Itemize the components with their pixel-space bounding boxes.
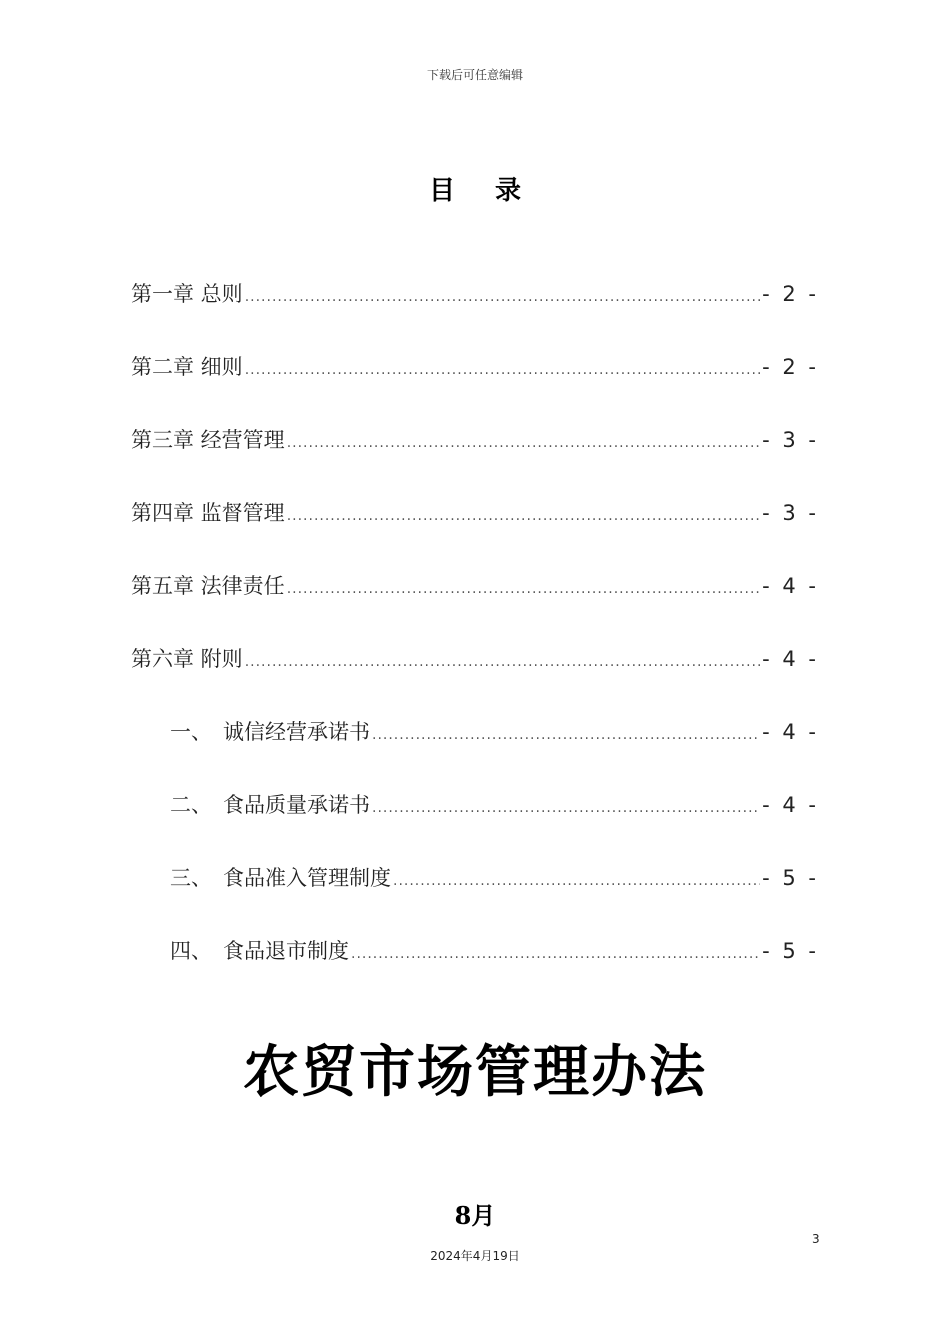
toc-entry-page: - 2 -: [762, 355, 819, 379]
toc-subentry-page: - 5 -: [762, 939, 819, 963]
toc-entry-page: - 4 -: [762, 647, 819, 671]
toc-entry-chapter-5[interactable]: [131, 570, 819, 643]
dot-leader: [287, 435, 760, 451]
dot-leader: [393, 873, 760, 889]
toc-subentry-page: - 4 -: [762, 720, 819, 744]
toc-entry-chapter-3[interactable]: [131, 424, 819, 497]
dot-leader: [351, 946, 760, 962]
document-title: 农贸市场管理办法: [243, 1039, 707, 1105]
toc-subentry-3[interactable]: [131, 862, 819, 935]
toc-subentry-2[interactable]: [131, 789, 819, 862]
dot-leader: [287, 508, 760, 524]
toc-entry-chapter-6[interactable]: [131, 643, 819, 716]
toc-subentry-page: - 4 -: [762, 793, 819, 817]
toc-entry-page: - 4 -: [762, 574, 819, 598]
toc-entry-page: - 2 -: [762, 282, 819, 306]
toc-entry-chapter-4[interactable]: [131, 497, 819, 570]
dot-leader: [372, 800, 760, 816]
toc-subentry-label: 食品准入管理制度: [223, 866, 391, 890]
dot-leader: [245, 362, 760, 378]
toc-subentry-number: 三、: [170, 866, 212, 890]
toc-entry-chapter-2[interactable]: [131, 351, 819, 424]
toc-subentry-number: 四、: [170, 939, 212, 963]
header-note: 下载后可任意编辑: [426, 68, 523, 82]
table-of-contents: [131, 278, 819, 1008]
footer-date: 2024年4月19日: [430, 1249, 520, 1263]
dot-leader: [287, 581, 760, 597]
toc-subentry-label: 诚信经营承诺书: [223, 720, 370, 744]
toc-title: 目录: [428, 176, 561, 206]
toc-entry-page: - 3 -: [762, 501, 819, 525]
toc-subentry-number: 二、: [170, 793, 212, 817]
toc-entry-label: 第一章 总则: [131, 282, 243, 306]
toc-subentry-4[interactable]: [131, 935, 819, 1008]
toc-entry-label: 第三章 经营管理: [131, 428, 285, 452]
toc-entry-label: 第六章 附则: [131, 647, 243, 671]
document-month: 8月: [454, 1201, 496, 1230]
toc-subentry-number: 一、: [170, 720, 212, 744]
dot-leader: [245, 289, 760, 305]
toc-subentry-label: 食品质量承诺书: [223, 793, 370, 817]
toc-entry-label: 第二章 细则: [131, 355, 243, 379]
dot-leader: [372, 727, 760, 743]
toc-subentry-1[interactable]: [131, 716, 819, 789]
toc-entry-page: - 3 -: [762, 428, 819, 452]
page-number: 3: [812, 1232, 820, 1246]
toc-entry-chapter-1[interactable]: [131, 278, 819, 351]
toc-subentry-page: - 5 -: [762, 866, 819, 890]
toc-entry-label: 第四章 监督管理: [131, 501, 285, 525]
dot-leader: [245, 654, 760, 670]
toc-subentry-label: 食品退市制度: [223, 939, 349, 963]
toc-entry-label: 第五章 法律责任: [131, 574, 285, 598]
